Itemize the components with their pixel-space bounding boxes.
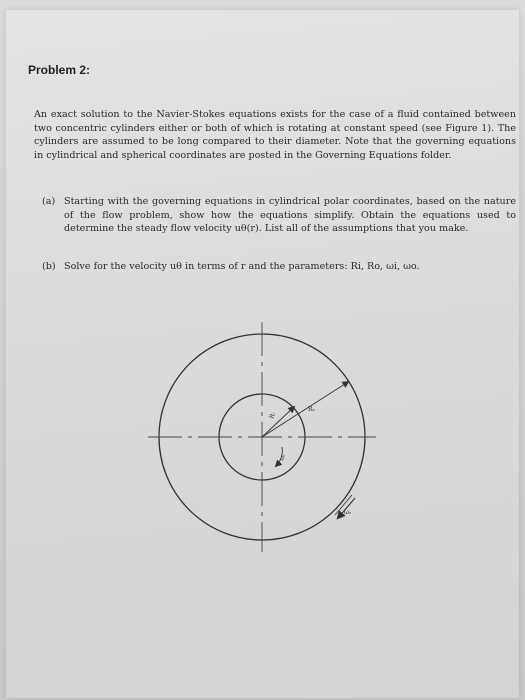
problem-intro: An exact solution to the Navier-Stokes equations exists for the case of a fluid contained between two concentric cylinders either or both of which is rotating at constant speed (see Figure 1). The cylinders are assumed to be long compared to their diameter. Note that the governing equations in cylindrical and spherical coordinates are posted in the Governing Equations folder. <box>34 109 516 161</box>
inner-radius-label: Rᵢ <box>268 411 277 420</box>
problem-heading: Problem 2: <box>28 63 91 77</box>
part-b-tag: (b) <box>42 261 56 272</box>
outer-radius-label: Rₒ <box>308 406 315 413</box>
part-b-text: Solve for the velocity uθ in terms of r and the parameters: Ri, Ro, ωi, ωo. <box>64 261 420 272</box>
outer-radius-arrow <box>262 382 348 437</box>
part-a-text: Starting with the governing equations in cylindrical polar coordinates, based on the nature of the flow problem, show how the equations simplify. Obtain the equations used to determine the steady flow velocity uθ(r). List all of the assumptions that you make. <box>64 196 516 234</box>
outer-rotation-label: ωₒ <box>344 509 352 516</box>
part-a-tag: (a) <box>42 196 56 207</box>
inner-radius-arrow <box>262 407 294 437</box>
inner-rotation-label: ωᵢ <box>278 453 287 462</box>
